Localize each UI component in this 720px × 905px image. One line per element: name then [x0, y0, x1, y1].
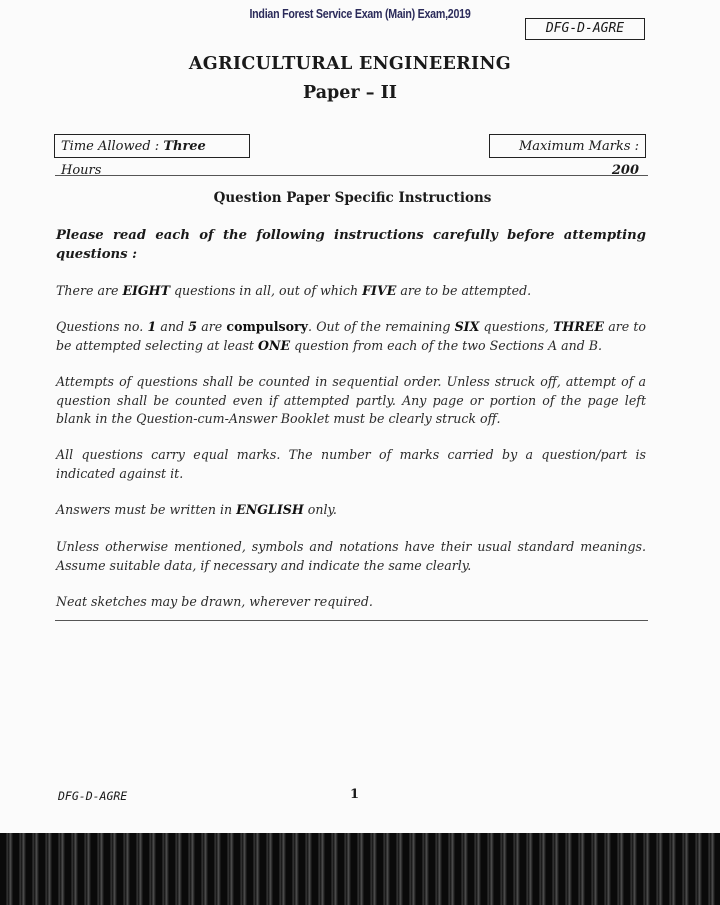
emphasis: 5	[188, 319, 198, 334]
emphasis: compulsory	[226, 319, 308, 334]
marks-label: Maximum Marks :	[518, 139, 639, 154]
text: only.	[303, 502, 337, 517]
instruction-2	[56, 318, 646, 355]
paper-title: AGRICULTURAL ENGINEERING	[188, 54, 512, 74]
scanner-edge	[0, 833, 720, 905]
paper-code-box: DFG-D-AGRE	[525, 18, 645, 40]
emphasis: 1	[147, 319, 157, 334]
text: Answers must be written in	[56, 502, 237, 517]
marks-value: 200	[611, 163, 639, 178]
page-number: 1	[350, 787, 360, 802]
text: are to be attempted.	[396, 283, 532, 298]
max-marks-box	[489, 134, 646, 178]
instruction-6: Unless otherwise mentioned, symbols and notations have their usual standard meanings. Assume suitable data, if necessary and indicate the same clearly.	[56, 539, 646, 573]
emphasis: EIGHT	[122, 283, 170, 298]
text: are	[197, 319, 227, 334]
time-value: Three	[163, 139, 206, 154]
time-label: Time Allowed :	[61, 139, 164, 154]
instruction-1	[56, 282, 646, 301]
emphasis: ENGLISH	[236, 502, 304, 517]
instructions-heading: Question Paper Specific Instructions	[213, 190, 492, 206]
time-unit: Hours	[61, 163, 102, 178]
text: questions in all, out of which	[169, 283, 363, 298]
bottom-divider	[55, 620, 648, 621]
instruction-4: All questions carry equal marks. The number of marks carried by a question/part is indicated against it.	[56, 447, 646, 481]
paper-subtitle: Paper – II	[303, 83, 397, 103]
emphasis: SIX	[454, 319, 480, 334]
lead-instruction: Please read each of the following instructions carefully before attempting questions :	[56, 228, 646, 262]
emphasis: THREE	[553, 319, 604, 334]
text: . Out of the remaining	[308, 319, 455, 334]
text: and	[156, 319, 189, 334]
time-allowed-box	[54, 134, 250, 178]
top-divider	[55, 175, 648, 176]
instruction-5	[56, 501, 646, 520]
emphasis: ONE	[258, 337, 291, 353]
text: question from each of the two Sections A and B.	[290, 337, 603, 353]
exam-header: Indian Forest Service Exam (Main) Exam,2019	[249, 6, 471, 21]
text: There are	[56, 283, 123, 298]
instruction-7: Neat sketches may be drawn, wherever required.	[56, 594, 373, 609]
text: Questions no.	[56, 319, 148, 334]
text: questions,	[479, 319, 554, 334]
emphasis: FIVE	[362, 283, 397, 298]
text: are to be attempted selecting at least	[56, 319, 646, 353]
footer-paper-code: DFG-D-AGRE	[58, 789, 128, 803]
instruction-3: Attempts of questions shall be counted in sequential order. Unless struck off, attempt of a question shall be counted even if attempted partly. Any page or portion of the page left blank in the Question-cum-Answer Booklet must be clearly struck off.	[56, 374, 646, 426]
